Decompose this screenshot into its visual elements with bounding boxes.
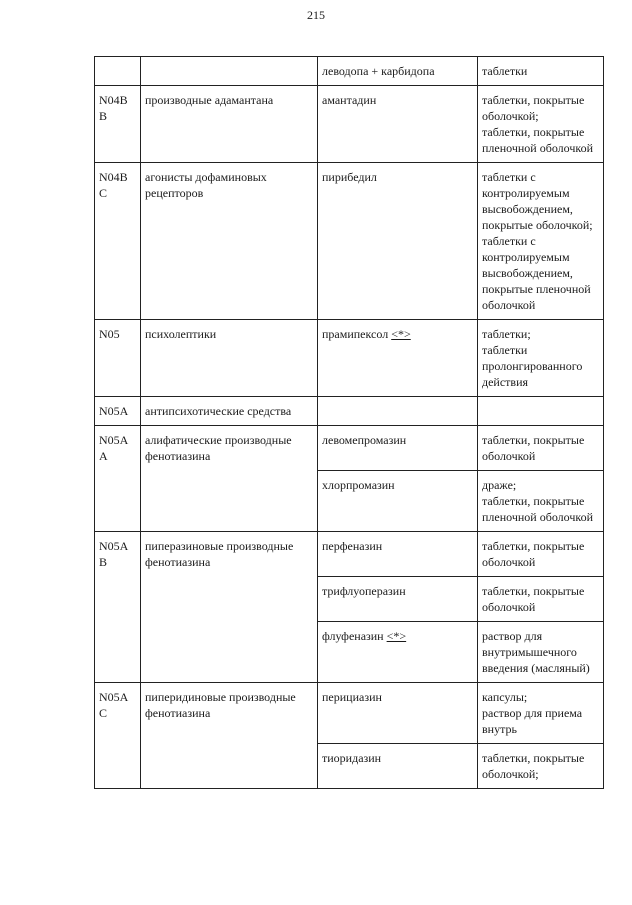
drug-cell: перициазин [318, 683, 478, 744]
group-cell [141, 57, 318, 86]
atc-code-cell: N05A A [95, 426, 141, 532]
form-cell [478, 622, 604, 683]
form-line: капсулы; [482, 690, 528, 704]
form-cell [478, 86, 604, 163]
atc-code-cell: N05A C [95, 683, 141, 789]
table-row [95, 426, 604, 471]
drug-table [94, 56, 604, 789]
footnote-link[interactable]: <*> [386, 629, 407, 643]
atc-code-cell: N05A [95, 397, 141, 426]
drug-cell: левомепромазин [318, 426, 478, 471]
form-line: таблетки [482, 64, 528, 78]
atc-code-cell: N04B C [95, 163, 141, 320]
form-cell [478, 426, 604, 471]
table-row [95, 532, 604, 577]
form-cell [478, 532, 604, 577]
atc-code-cell [95, 57, 141, 86]
form-line: раствор для приема внутрь [482, 706, 583, 736]
form-line: таблетки, покрытые пленочной оболочкой [482, 494, 594, 524]
form-cell [478, 577, 604, 622]
table-row [95, 320, 604, 397]
form-cell [478, 57, 604, 86]
atc-code-cell: N05 [95, 320, 141, 397]
form-line: драже; [482, 478, 517, 492]
form-line: таблетки, покрытые оболочкой [482, 539, 585, 569]
group-cell: психолептики [141, 320, 318, 397]
page-number: 215 [307, 8, 325, 22]
group-cell: пиперазиновые производные фенотиазина [141, 532, 318, 683]
table-row [95, 57, 604, 86]
table-row [95, 163, 604, 320]
atc-code-cell: N05A B [95, 532, 141, 683]
drug-cell: тиоридазин [318, 744, 478, 789]
form-cell [478, 163, 604, 320]
form-cell [478, 683, 604, 744]
drug-name: флуфеназин [322, 629, 384, 643]
table-row [95, 86, 604, 163]
form-line: таблетки пролонгированного действия [482, 343, 583, 389]
group-cell: пиперидиновые производные фенотиазина [141, 683, 318, 789]
form-line: таблетки, покрытые оболочкой; [482, 751, 585, 781]
form-cell [478, 471, 604, 532]
group-cell: производные адамантана [141, 86, 318, 163]
table-row [95, 397, 604, 426]
drug-name: прамипексол [322, 327, 389, 341]
drug-cell: леводопа + карбидопа [318, 57, 478, 86]
form-line: таблетки, покрытые оболочкой [482, 433, 585, 463]
form-line: таблетки, покрытые пленочной оболочкой [482, 125, 594, 155]
drug-cell [318, 320, 478, 397]
form-line: таблетки; [482, 327, 531, 341]
drug-cell: амантадин [318, 86, 478, 163]
form-cell [478, 397, 604, 426]
group-cell: алифатические производные фенотиазина [141, 426, 318, 532]
drug-cell: перфеназин [318, 532, 478, 577]
form-line: раствор для внутримышечного введения (масляный) [482, 629, 590, 675]
form-cell [478, 320, 604, 397]
group-cell: агонисты дофаминовых рецепторов [141, 163, 318, 320]
form-line: таблетки с контролируемым высвобождением, покрытые оболочкой; таблетки с контролируемым высвобождением, покрытые пленочной оболочкой [482, 170, 593, 312]
form-line: таблетки, покрытые оболочкой; [482, 93, 585, 123]
footnote-link[interactable]: <*> [391, 327, 411, 341]
table-row [95, 683, 604, 744]
drug-cell: трифлуоперазин [318, 577, 478, 622]
form-cell [478, 744, 604, 789]
drug-cell [318, 397, 478, 426]
form-line: таблетки, покрытые оболочкой [482, 584, 585, 614]
drug-cell: хлорпромазин [318, 471, 478, 532]
drug-cell [318, 622, 478, 683]
drug-cell: пирибедил [318, 163, 478, 320]
atc-code-cell: N04B B [95, 86, 141, 163]
group-cell: антипсихотические средства [141, 397, 318, 426]
